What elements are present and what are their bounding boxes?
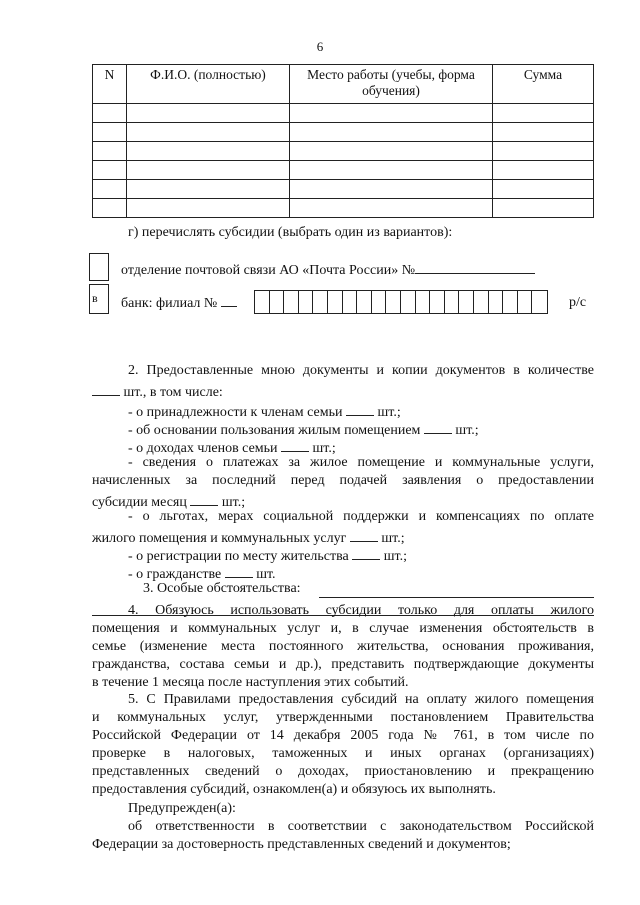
table-cell[interactable] (127, 142, 290, 161)
col-fio-header: Ф.И.О. (полностью) (127, 65, 290, 104)
account-digit-cell[interactable] (489, 291, 504, 313)
unit: шт.; (377, 405, 401, 420)
table-cell[interactable] (290, 199, 493, 218)
sec2-registration-text: - о регистрации по месту жительства (128, 549, 349, 564)
warning-line1: об ответственности в соответствии с законодательством Российской (128, 819, 594, 834)
sec5-line: представленных сведений о доходах, приостановлению и прекращению (92, 764, 594, 779)
col-amount-header: Сумма (493, 65, 594, 104)
account-digit-cell[interactable] (372, 291, 387, 313)
sec2-item-income (128, 437, 336, 457)
unit: шт.; (383, 549, 407, 564)
post-office-checkbox[interactable] (89, 253, 109, 281)
sec2-registration (128, 545, 407, 565)
account-digit-cell[interactable] (313, 291, 328, 313)
account-digit-cell[interactable] (474, 291, 489, 313)
sec2-benefits-line1: - о льготах, мерах социальной поддержки и компенсациях по оплате (128, 509, 594, 524)
post-office-option (121, 259, 535, 279)
table-cell[interactable] (493, 104, 594, 123)
table-cell[interactable] (493, 161, 594, 180)
special-circumstances-field[interactable] (319, 597, 594, 598)
account-digit-cell[interactable] (284, 291, 299, 313)
table-cell[interactable] (493, 199, 594, 218)
unit: шт.; (455, 423, 479, 438)
sec2-payments-text: субсидии месяц (92, 495, 187, 510)
page-number: 6 (316, 39, 324, 54)
sec5-line: 5. С Правилами предоставления субсидий на оплату жилого помещения (128, 692, 594, 707)
table-cell[interactable] (290, 142, 493, 161)
table-cell[interactable] (93, 142, 127, 161)
sec4-line: в течение 1 месяца после наступления этих событий. (92, 675, 409, 690)
table-row (93, 104, 594, 123)
sec2-item-income-text: - о доходах членов семьи (128, 441, 278, 456)
sec5-line: и коммунальных услуг, утвержденными постановлением Правительства (92, 710, 594, 725)
sec2-payments-line3 (92, 491, 245, 511)
sec5-line: Российской Федерации от 14 декабря 2005 года № 761, в том числе по (92, 728, 594, 743)
table-header-row (93, 65, 594, 104)
table-row (93, 199, 594, 218)
sec4-line: семье (изменение места постоянного жительства, основания проживания, (92, 639, 594, 654)
sec5-line: проверке в налоговых, таможенных и иных органах (организациях) (92, 746, 594, 761)
table-row (93, 142, 594, 161)
post-office-number-field[interactable] (415, 259, 535, 274)
sec2-intro-text: шт., в том числе: (123, 385, 223, 400)
account-number-grid[interactable] (254, 290, 548, 314)
sec4-line: 4. Обязуюсь использовать субсидии только для оплаты жилого (128, 603, 594, 618)
sec3-label: 3. Особые обстоятельства: (143, 581, 301, 596)
sec2-citizenship (128, 563, 276, 583)
table-row (93, 161, 594, 180)
count-field-benefits[interactable] (350, 527, 378, 542)
sec2-item-family (128, 401, 401, 421)
table-cell[interactable] (290, 161, 493, 180)
table-cell[interactable] (290, 104, 493, 123)
account-digit-cell[interactable] (532, 291, 547, 313)
bank-branch-field[interactable] (221, 292, 237, 307)
unit-last: шт. (256, 567, 276, 582)
account-digit-cell[interactable] (430, 291, 445, 313)
account-digit-cell[interactable] (255, 291, 270, 313)
table-cell[interactable] (127, 104, 290, 123)
account-digit-cell[interactable] (503, 291, 518, 313)
unit: шт.; (312, 441, 336, 456)
warning-label: Предупрежден(а): (128, 801, 236, 816)
account-digit-cell[interactable] (328, 291, 343, 313)
account-digit-cell[interactable] (357, 291, 372, 313)
bank-label: банк: филиал № (121, 296, 218, 311)
bank-checkbox-mark: в (92, 291, 98, 305)
table-cell[interactable] (127, 161, 290, 180)
table-cell[interactable] (93, 180, 127, 199)
sec2-citizenship-text: - о гражданстве (128, 567, 222, 582)
sec4-line: помещения и коммунальных услуг и, в случае изменения обстоятельств в (92, 621, 594, 636)
count-field-income[interactable] (281, 437, 309, 452)
sec2-intro-line2 (92, 381, 223, 401)
account-digit-cell[interactable] (299, 291, 314, 313)
table-cell[interactable] (93, 199, 127, 218)
account-digit-cell[interactable] (343, 291, 358, 313)
unit: шт.; (221, 495, 246, 510)
bank-option (121, 292, 237, 312)
table-cell[interactable] (290, 123, 493, 142)
table-cell[interactable] (93, 123, 127, 142)
account-label: р/с (569, 295, 587, 310)
table-cell[interactable] (493, 142, 594, 161)
sec2-payments-line1: - сведения о платежах за жилое помещение и коммунальные услуги, (128, 455, 594, 470)
sec2-intro-line1: 2. Предоставленные мною документы и копии документов в количестве (128, 363, 594, 378)
account-digit-cell[interactable] (518, 291, 533, 313)
sec2-item-family-text: - о принадлежности к членам семьи (128, 405, 343, 420)
account-digit-cell[interactable] (270, 291, 285, 313)
sec2-item-housing-text: - об основании пользования жилым помещением (128, 423, 421, 438)
account-digit-cell[interactable] (386, 291, 401, 313)
unit: шт.; (381, 531, 405, 546)
table-row (93, 180, 594, 199)
family-members-table (92, 64, 594, 218)
count-field-family[interactable] (346, 401, 374, 416)
sec5-line: предоставления субсидий, ознакомлен(а) и обязуюсь их выполнять. (92, 782, 496, 797)
count-field-registration[interactable] (352, 545, 380, 560)
table-cell[interactable] (127, 180, 290, 199)
table-row (93, 123, 594, 142)
transfer-heading: г) перечислять субсидии (выбрать один из вариантов): (128, 225, 453, 240)
table-cell[interactable] (493, 123, 594, 142)
table-cell[interactable] (93, 104, 127, 123)
table-cell[interactable] (290, 180, 493, 199)
table-cell[interactable] (493, 180, 594, 199)
sec4-line: гражданства, состава семьи и др.), представить подтверждающие документы (92, 657, 594, 672)
table-cell[interactable] (127, 199, 290, 218)
table-cell[interactable] (127, 123, 290, 142)
table-cell[interactable] (93, 161, 127, 180)
sec2-benefits-line2 (92, 527, 405, 547)
account-digit-cell[interactable] (401, 291, 416, 313)
sec2-benefits-text: жилого помещения и коммунальных услуг (92, 531, 347, 546)
col-number-header: N (93, 65, 127, 104)
count-field-housing[interactable] (424, 419, 452, 434)
sec2-item-housing (128, 419, 479, 439)
col-workplace-header: Место работы (учебы, форма обучения) (290, 65, 493, 104)
total-count-field[interactable] (92, 381, 120, 396)
account-digit-cell[interactable] (445, 291, 460, 313)
warning-line2: Федерации за достоверность представленных сведений и документов; (92, 837, 511, 852)
count-field-payments[interactable] (190, 491, 218, 506)
account-digit-cell[interactable] (416, 291, 431, 313)
post-office-label: отделение почтовой связи АО «Почта России» № (121, 263, 416, 278)
account-digit-cell[interactable] (459, 291, 474, 313)
count-field-citizenship[interactable] (225, 563, 253, 578)
sec2-payments-line2: начисленных за последний перед подачей заявления о предоставлении (92, 473, 594, 488)
